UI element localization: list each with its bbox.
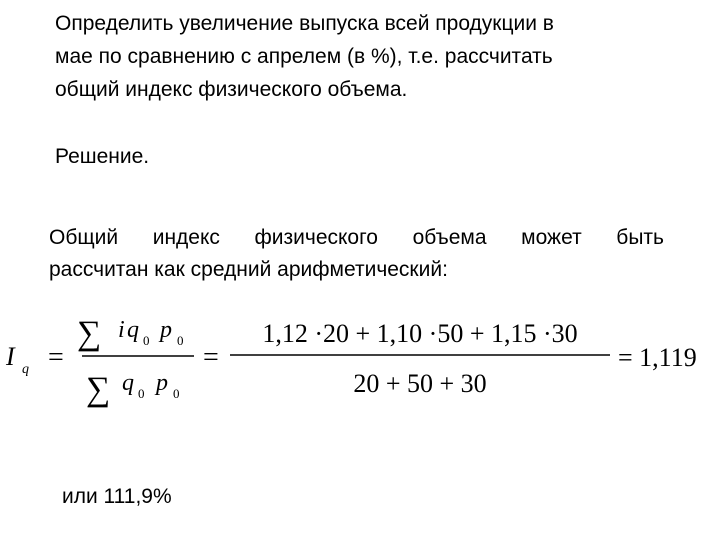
intro-paragraph [49, 222, 664, 286]
sum-symbol-denominator: ∑ [86, 371, 111, 408]
lhs-subscript: q [22, 362, 29, 377]
answer-text: или 111,9% [62, 485, 172, 508]
task-line-3: общий индекс физического объема. [55, 78, 408, 101]
equals-sign-2: = [203, 342, 219, 373]
numeric-denominator: 20 + 50 + 30 [353, 369, 487, 398]
task-line-2: мае по сравнению с апрелем (в %), т.е. рассчитать [55, 45, 553, 68]
intro-line-1: Общий индекс физического объема может быть [49, 226, 664, 249]
equals-sign-1: = [48, 342, 64, 373]
solution-label: Решение. [55, 145, 150, 168]
lhs-symbol: I [6, 342, 15, 371]
sum-symbol-numerator: ∑ [77, 315, 102, 352]
den-sub-p0: 0 [173, 386, 180, 401]
task-line-1: Определить увеличение выпуска всей продукции в [55, 12, 554, 35]
den-var-q: q [122, 370, 134, 396]
den-var-p: p [156, 370, 168, 396]
intro-line-2: рассчитан как средний арифметический: [49, 258, 448, 281]
index-formula [0, 300, 720, 420]
num-var-p: p [160, 317, 172, 343]
task-statement [55, 7, 685, 106]
num-sub-p0: 0 [177, 333, 184, 348]
den-sub-q0: 0 [138, 386, 145, 401]
num-var-i: i [118, 317, 125, 343]
num-sub-q0: 0 [143, 333, 150, 348]
numeric-numerator: 1,12 ·20 + 1,10 ·50 + 1,15 ·30 [262, 319, 578, 348]
formula-svg [0, 300, 720, 420]
num-var-q: q [127, 317, 139, 343]
formula-result: = 1,119 [618, 343, 697, 372]
